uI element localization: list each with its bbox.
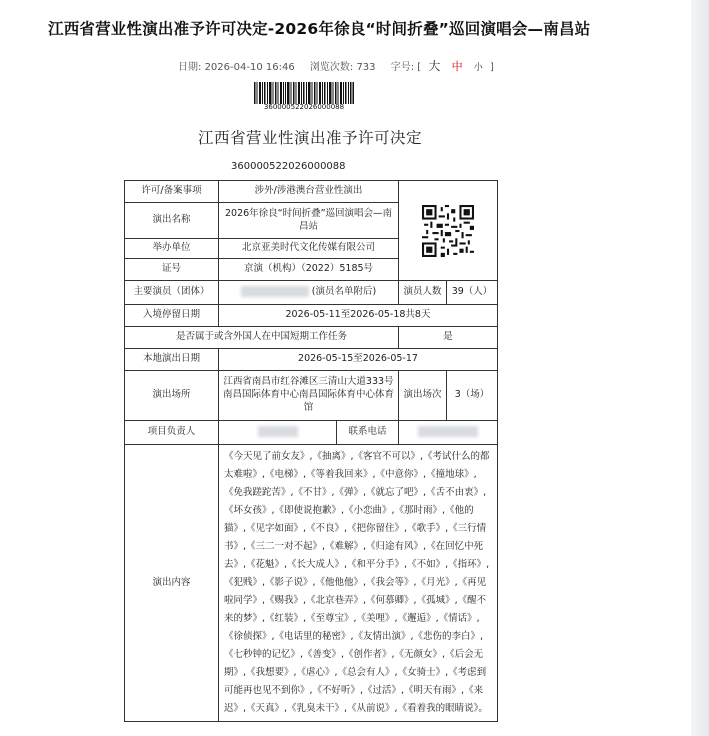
table-row [125,305,498,327]
date-label: 日期: [178,62,202,73]
performers-cell [219,281,399,305]
manager-value [219,421,337,445]
font-bracket-open: [ [417,62,422,73]
date-value: 2026-04-10 16:46 [204,62,295,73]
font-medium-button[interactable]: 中 [451,60,463,73]
item-value: 涉外/涉港澳台营业性演出 [219,181,399,203]
barcode-image [254,82,354,104]
stay-label: 入境停留日期 [125,305,219,327]
article-title: 江西省营业性演出准予许可决定-2026年徐良“时间折叠”巡回演唱会—南昌站 [48,20,591,38]
redacted-phone [418,426,478,437]
local-label: 本地演出日期 [125,349,219,371]
font-size-label: 字号: [390,62,415,73]
foreign-label: 是否属于或含外国人在中国短期工作任务 [125,327,399,349]
font-bracket-close: ] [489,62,494,73]
table-row [125,181,498,203]
foreign-value: 是 [399,327,498,349]
performers-label: 主要演员（团体） [125,281,219,305]
views-value: 733 [356,62,376,73]
count-label: 演员人数 [399,281,447,305]
document-number: 360000522026000088 [231,161,346,172]
content-value: 《今天见了前女友》,《抽离》,《客官不可以》,《考试什么的都太难啦》,《电梯》,《等着我回来》,《中意你》,《撞地球》,《免我蹉跎苦》,《不甘》,《弹》,《就忘了吧》,《舌不由衷》,《坏女孩》,《即使说抱歉》,《小恋曲》,《那时雨》,《他的猫》,《见字如面》,《不良》,《把你留住》,《歌手》,《三行情书》,《三二一对不起》,《难解》,《归途有风》,《在回忆中死去》,《花魁》,《长大成人》,《和平分手》,《不如》,《指环》,《犯贱》,《影子说》,《他他他》,《我会等》,《月光》,《再见啦同学》,《赐我》,《北京巷弄》,《何慕卿》,《孤城》,《醒不来的梦》,《红装》,《至尊宝》,《美哩》,《邂逅》,《情话》,《徐侦探》,《电话里的秘密》,《友情出演》,《悲伤的李白》,《七秒钟的记忆》,《善变》,《创作者》,《无颜女》,《后会无期》,《我想要》,《虐心》,《总会有人》,《女骑士》,《考虑到可能再也见不到你》,《不好听》,《过活》,《明天有雨》,《来迟》,《天真》,《乳臭未干》,《从前说》,《看着我的眼睛说》。 [219,445,498,722]
table-row [125,281,498,305]
redacted-manager [258,426,298,437]
font-small-button[interactable]: 小 [473,63,483,73]
table-row [125,349,498,371]
qr-code-icon [422,205,474,257]
phone-value [399,421,498,445]
name-value: 2026年徐良“时间折叠”巡回演唱会—南昌站 [219,203,399,239]
name-label: 演出名称 [125,203,219,239]
phone-label: 联系电话 [337,421,399,445]
redacted-performers [241,286,309,297]
table-row [125,371,498,421]
count-value: 39（人） [447,281,498,305]
table-row [125,421,498,445]
license-label: 证号 [125,259,219,281]
license-value: 京演（机构）（2022）5185号 [219,259,399,281]
stay-value: 2026-05-11至2026-05-18共8天 [219,305,498,327]
permit-table [124,180,498,722]
table-row [125,327,498,349]
font-large-button[interactable]: 大 [428,59,441,73]
page-edge [691,0,709,736]
table-row [125,445,498,722]
barcode-number: 360000522026000088 [263,103,345,111]
shows-value: 3（场） [447,371,498,421]
views-label: 浏览次数: [309,62,354,73]
qr-cell [399,181,498,281]
venue-value: 江西省南昌市红谷滩区三清山大道333号南昌国际体育中心南昌国际体育中心体育馆 [219,371,399,421]
article-meta [178,57,494,74]
document-heading: 江西省营业性演出准予许可决定 [197,129,422,147]
shows-label: 演出场次 [399,371,447,421]
content-label: 演出内容 [125,445,219,722]
local-value: 2026-05-15至2026-05-17 [219,349,498,371]
item-label: 许可/备案事项 [125,181,219,203]
organizer-label: 举办单位 [125,239,219,259]
venue-label: 演出场所 [125,371,219,421]
organizer-value: 北京亚美时代文化传媒有限公司 [219,239,399,259]
performers-note: (演员名单附后) [311,286,377,298]
manager-label: 项目负责人 [125,421,219,445]
